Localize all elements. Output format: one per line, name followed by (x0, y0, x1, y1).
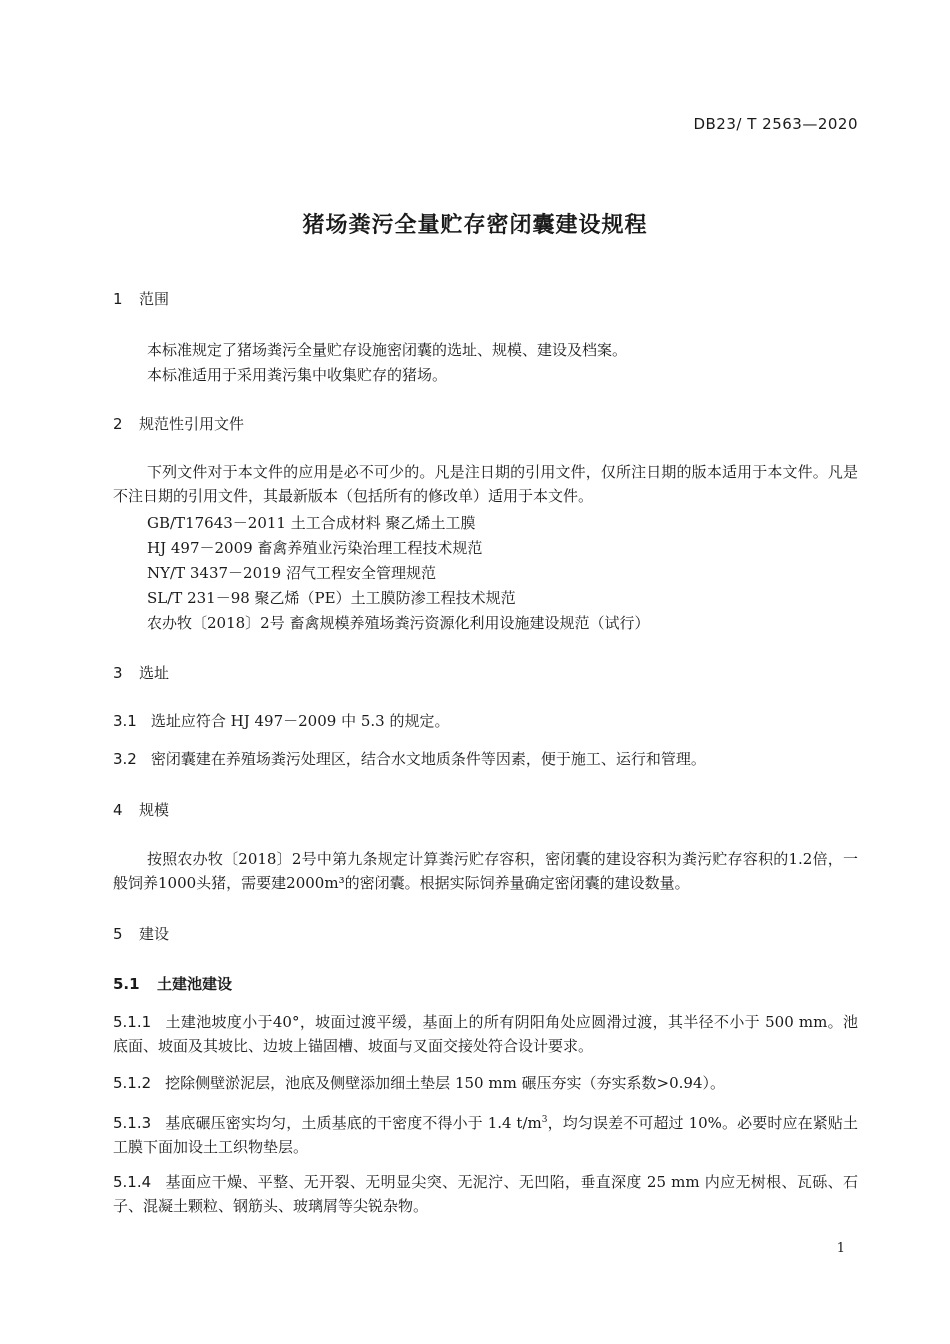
clause-number: 5.1.3 (113, 1114, 152, 1132)
reference-item: NY/T 3437－2019 沼气工程安全管理规范 (147, 564, 436, 582)
clause (113, 1170, 858, 1218)
clause-text-b: ，均匀误差不可超过 10%。必要时应在紧贴土工膜下面加设土工织物垫层。 (113, 1114, 858, 1156)
clause-text: 密闭囊建在养殖场粪污处理区，结合水文地质条件等因素，便于施工、运行和管理。 (150, 750, 706, 768)
clause (113, 1071, 858, 1095)
clause-number: 3.2 (113, 750, 137, 768)
page-number: 1 (836, 1241, 845, 1256)
reference-item: HJ 497－2009 畜禽养殖业污染治理工程技术规范 (147, 539, 483, 557)
subsection-number: 5.1 (113, 975, 140, 993)
paragraph: 本标准规定了猪场粪污全量贮存设施密闭囊的选址、规模、建设及档案。 (147, 341, 628, 359)
section-number: 5 (113, 925, 123, 943)
section-heading-scale (113, 799, 169, 820)
section-title: 选址 (139, 664, 170, 682)
clause-text: 挖除侧壁淤泥层，池底及侧壁添加细土垫层 150 mm 碾压夯实（夯实系数>0.94）。 (165, 1074, 726, 1092)
reference-item: GB/T17643－2011 土工合成材料 聚乙烯土工膜 (147, 514, 476, 532)
clause (113, 709, 858, 733)
section-heading-construction (113, 923, 169, 944)
clause (113, 747, 858, 771)
paragraph: 下列文件对于本文件的应用是必不可少的。凡是注日期的引用文件，仅所注日期的版本适用于本文件。凡是不注日期的引用文件，其最新版本（包括所有的修改单）适用于本文件。 (113, 463, 858, 505)
clause-number: 5.1.1 (113, 1013, 152, 1031)
section-heading-normative-references (113, 413, 244, 434)
section-number: 4 (113, 801, 123, 819)
clause-number: 5.1.4 (113, 1173, 152, 1191)
section-number: 3 (113, 664, 123, 682)
clause-text: 选址应符合 HJ 497－2009 中 5.3 的规定。 (150, 712, 450, 730)
clause-number: 3.1 (113, 712, 137, 730)
paragraph: 按照农办牧〔2018〕2号中第九条规定计算粪污贮存容积，密闭囊的建设容积为粪污贮存容积的1.2倍，一般饲养1000头猪，需要建2000m³的密闭囊。根据实际饲养量确定密闭囊的建设数量。 (113, 850, 858, 892)
section-heading-scope (113, 288, 169, 309)
section-heading-site-selection (113, 662, 169, 683)
clause (113, 1108, 858, 1159)
section-title: 规模 (139, 801, 170, 819)
clause-text: 基面应干燥、平整、无开裂、无明显尖突、无泥泞、无凹陷，垂直深度 25 mm 内应无树根、瓦砾、石子、混凝土颗粒、钢筋头、玻璃屑等尖锐杂物。 (113, 1173, 858, 1215)
clause-number: 5.1.2 (113, 1074, 152, 1092)
subsection-title: 土建池建设 (157, 975, 233, 993)
superscript: 3 (541, 1115, 548, 1125)
page-title: 猪场粪污全量贮存密闭囊建设规程 (302, 213, 648, 238)
subsection-heading (113, 973, 232, 994)
section-number: 1 (113, 290, 123, 308)
section-title: 范围 (139, 290, 170, 308)
paragraph: 本标准适用于采用粪污集中收集贮存的猪场。 (147, 366, 448, 384)
section-number: 2 (113, 415, 123, 433)
reference-item: 农办牧〔2018〕2号 畜禽规模养殖场粪污资源化利用设施建设规范（试行） (147, 614, 650, 632)
clause-text-a: 基底碾压密实均匀，土质基底的干密度不得小于 1.4 t/m (165, 1114, 542, 1132)
reference-item: SL/T 231－98 聚乙烯（PE）土工膜防渗工程技术规范 (147, 589, 516, 607)
standard-code: DB23/ T 2563—2020 (693, 115, 858, 133)
clause (113, 1010, 858, 1058)
section-title: 规范性引用文件 (139, 415, 245, 433)
section-title: 建设 (139, 925, 170, 943)
clause-text: 土建池坡度小于40°，坡面过渡平缓，基面上的所有阴阳角处应圆滑过渡，其半径不小于 500 mm。池底面、坡面及其坡比、边坡上锚固槽、坡面与叉面交接处符合设计要求。 (113, 1013, 858, 1055)
